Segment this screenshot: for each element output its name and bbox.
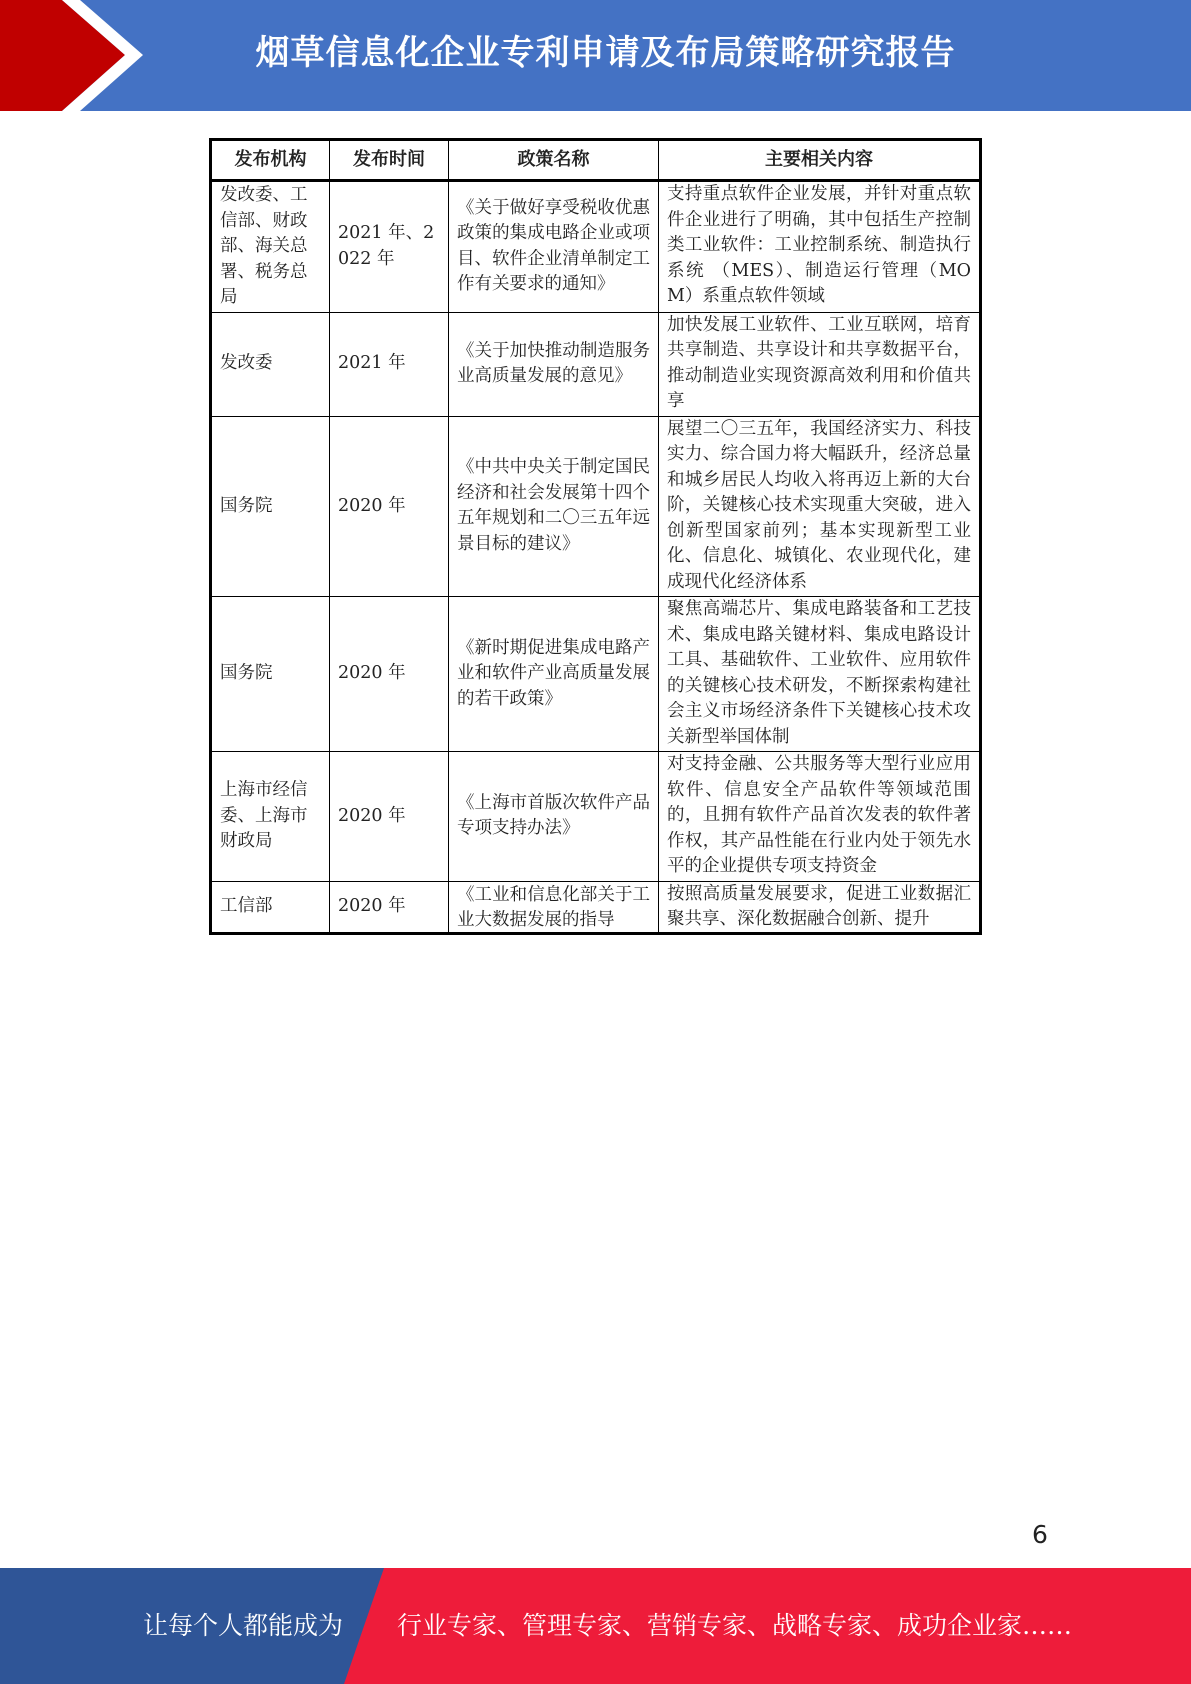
cell-content: 展望二〇三五年，我国经济实力、科技实力、综合国力将大幅跃升，经济总量和城乡居民人均收入将再迈上新的大台阶，关键核心技术实现重大突破，进入创新型国家前列；基本实现新型工业化、信息化、城镇化、农业现代化，建成现代化经济体系: [659, 416, 981, 597]
cell-org: 上海市经信委、上海市财政局: [211, 752, 330, 882]
page-footer: [0, 1568, 1191, 1684]
table-row: [211, 881, 981, 933]
cell-time: 2020 年: [330, 416, 449, 597]
table-header-row: [211, 140, 981, 181]
cell-time: 2020 年: [330, 881, 449, 933]
column-header-content: 主要相关内容: [659, 140, 981, 181]
cell-content: 支持重点软件企业发展，并针对重点软件企业进行了明确，其中包括生产控制类工业软件：工业控制系统、制造执行系统 （MES）、制造运行管理（MOM）系重点软件领域: [659, 181, 981, 313]
footer-slogan-left: 让每个人都能成为: [143, 1611, 344, 1640]
table-row: [211, 752, 981, 882]
cell-policy-name: 《关于加快推动制造服务业高质量发展的意见》: [449, 312, 659, 416]
cell-org: 发改委: [211, 312, 330, 416]
table-row: [211, 597, 981, 752]
policy-table: [209, 138, 982, 935]
cell-org: 国务院: [211, 416, 330, 597]
table-row: [211, 416, 981, 597]
cell-time: 2021 年: [330, 312, 449, 416]
cell-content: 加快发展工业软件、工业互联网，培育共享制造、共享设计和共享数据平台，推动制造业实现资源高效利用和价值共享: [659, 312, 981, 416]
cell-content: 对支持金融、公共服务等大型行业应用软件、信息安全产品软件等领域范围的，且拥有软件产品首次发表的软件著作权，其产品性能在行业内处于领先水平的企业提供专项支持资金: [659, 752, 981, 882]
footer-slogan-right: 行业专家、管理专家、营销专家、战略专家、成功企业家……: [397, 1611, 1073, 1640]
table-row: [211, 181, 981, 313]
cell-policy-name: 《中共中央关于制定国民经济和社会发展第十四个五年规划和二〇三五年远景目标的建议》: [449, 416, 659, 597]
cell-policy-name: 《工业和信息化部关于工业大数据发展的指导: [457, 884, 650, 930]
report-title: 烟草信息化企业专利申请及布局策略研究报告: [255, 33, 956, 73]
cell-policy-name: 《新时期促进集成电路产业和软件产业高质量发展的若干政策》: [449, 597, 659, 752]
table-row: [211, 312, 981, 416]
cell-policy-name: 《上海市首版次软件产品专项支持办法》: [449, 752, 659, 882]
cell-policy-name: 《关于做好享受税收优惠政策的集成电路企业或项目、软件企业清单制定工作有关要求的通知》: [449, 181, 659, 313]
cell-org: 国务院: [211, 597, 330, 752]
column-header-org: 发布机构: [211, 140, 330, 181]
page-header: [0, 0, 1191, 111]
cell-org: 发改委、工信部、财政部、海关总署、税务总局: [211, 181, 330, 313]
cell-content: 聚焦高端芯片、集成电路装备和工艺技术、集成电路关键材料、集成电路设计工具、基础软件、工业软件、应用软件的关键核心技术研发，不断探索构建社会主义市场经济条件下关键核心技术攻关新型举国体制: [659, 597, 981, 752]
header-chevron-graphic: [0, 0, 160, 111]
cell-time: 2021 年、2022 年: [330, 181, 449, 313]
column-header-policy-name: 政策名称: [449, 140, 659, 181]
cell-org: 工信部: [211, 881, 330, 933]
cell-time: 2020 年: [330, 752, 449, 882]
column-header-time: 发布时间: [330, 140, 449, 181]
cell-content: 按照高质量发展要求，促进工业数据汇聚共享、深化数据融合创新、提升: [667, 883, 971, 929]
page-number: 6: [1032, 1520, 1048, 1549]
cell-time: 2020 年: [330, 597, 449, 752]
